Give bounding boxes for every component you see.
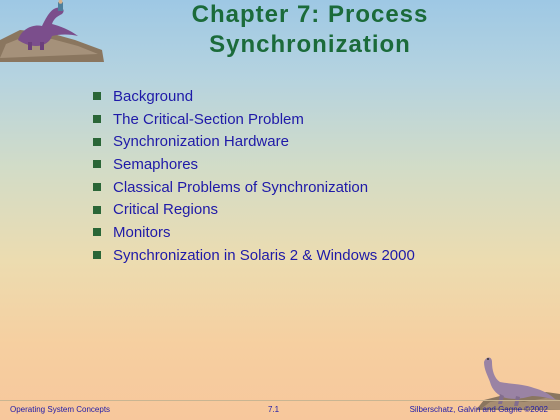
bullet-text: Semaphores xyxy=(113,155,199,173)
bullet-text: Critical Regions xyxy=(113,201,219,219)
title-line-2: Synchronization xyxy=(209,31,411,58)
dinosaur-on-rock-icon xyxy=(0,0,104,62)
square-bullet-icon xyxy=(93,138,101,146)
bullet-item xyxy=(93,198,415,221)
square-bullet-icon xyxy=(93,92,101,100)
bullet-text: Monitors xyxy=(113,223,171,241)
bullet-text: The Critical-Section Problem xyxy=(113,110,304,128)
footer-left: Operating System Concepts xyxy=(10,405,111,414)
footer-divider xyxy=(0,400,560,401)
square-bullet-icon xyxy=(93,251,101,259)
title-line-1: Chapter 7: Process xyxy=(191,1,429,28)
bullet-item xyxy=(93,221,415,244)
bullet-item xyxy=(93,153,415,176)
bullet-item xyxy=(93,244,415,267)
slide-title xyxy=(110,0,510,60)
bullet-text: Synchronization in Solaris 2 & Windows 2000 xyxy=(113,246,415,264)
square-bullet-icon xyxy=(93,228,101,236)
footer-page-number: 7.1 xyxy=(268,405,280,414)
square-bullet-icon xyxy=(93,183,101,191)
slide-footer xyxy=(0,400,560,420)
square-bullet-icon xyxy=(93,115,101,123)
footer-right: Silberschatz, Galvin and Gagne ©2002 xyxy=(409,405,548,414)
bullet-item xyxy=(93,108,415,131)
bullet-item xyxy=(93,130,415,153)
bullet-list xyxy=(93,85,415,267)
bullet-text: Classical Problems of Synchronization xyxy=(113,178,369,196)
square-bullet-icon xyxy=(93,160,101,168)
bullet-text: Background xyxy=(113,87,194,105)
square-bullet-icon xyxy=(93,206,101,214)
bullet-item xyxy=(93,176,415,199)
bullet-text: Synchronization Hardware xyxy=(113,133,289,151)
bullet-item xyxy=(93,85,415,108)
